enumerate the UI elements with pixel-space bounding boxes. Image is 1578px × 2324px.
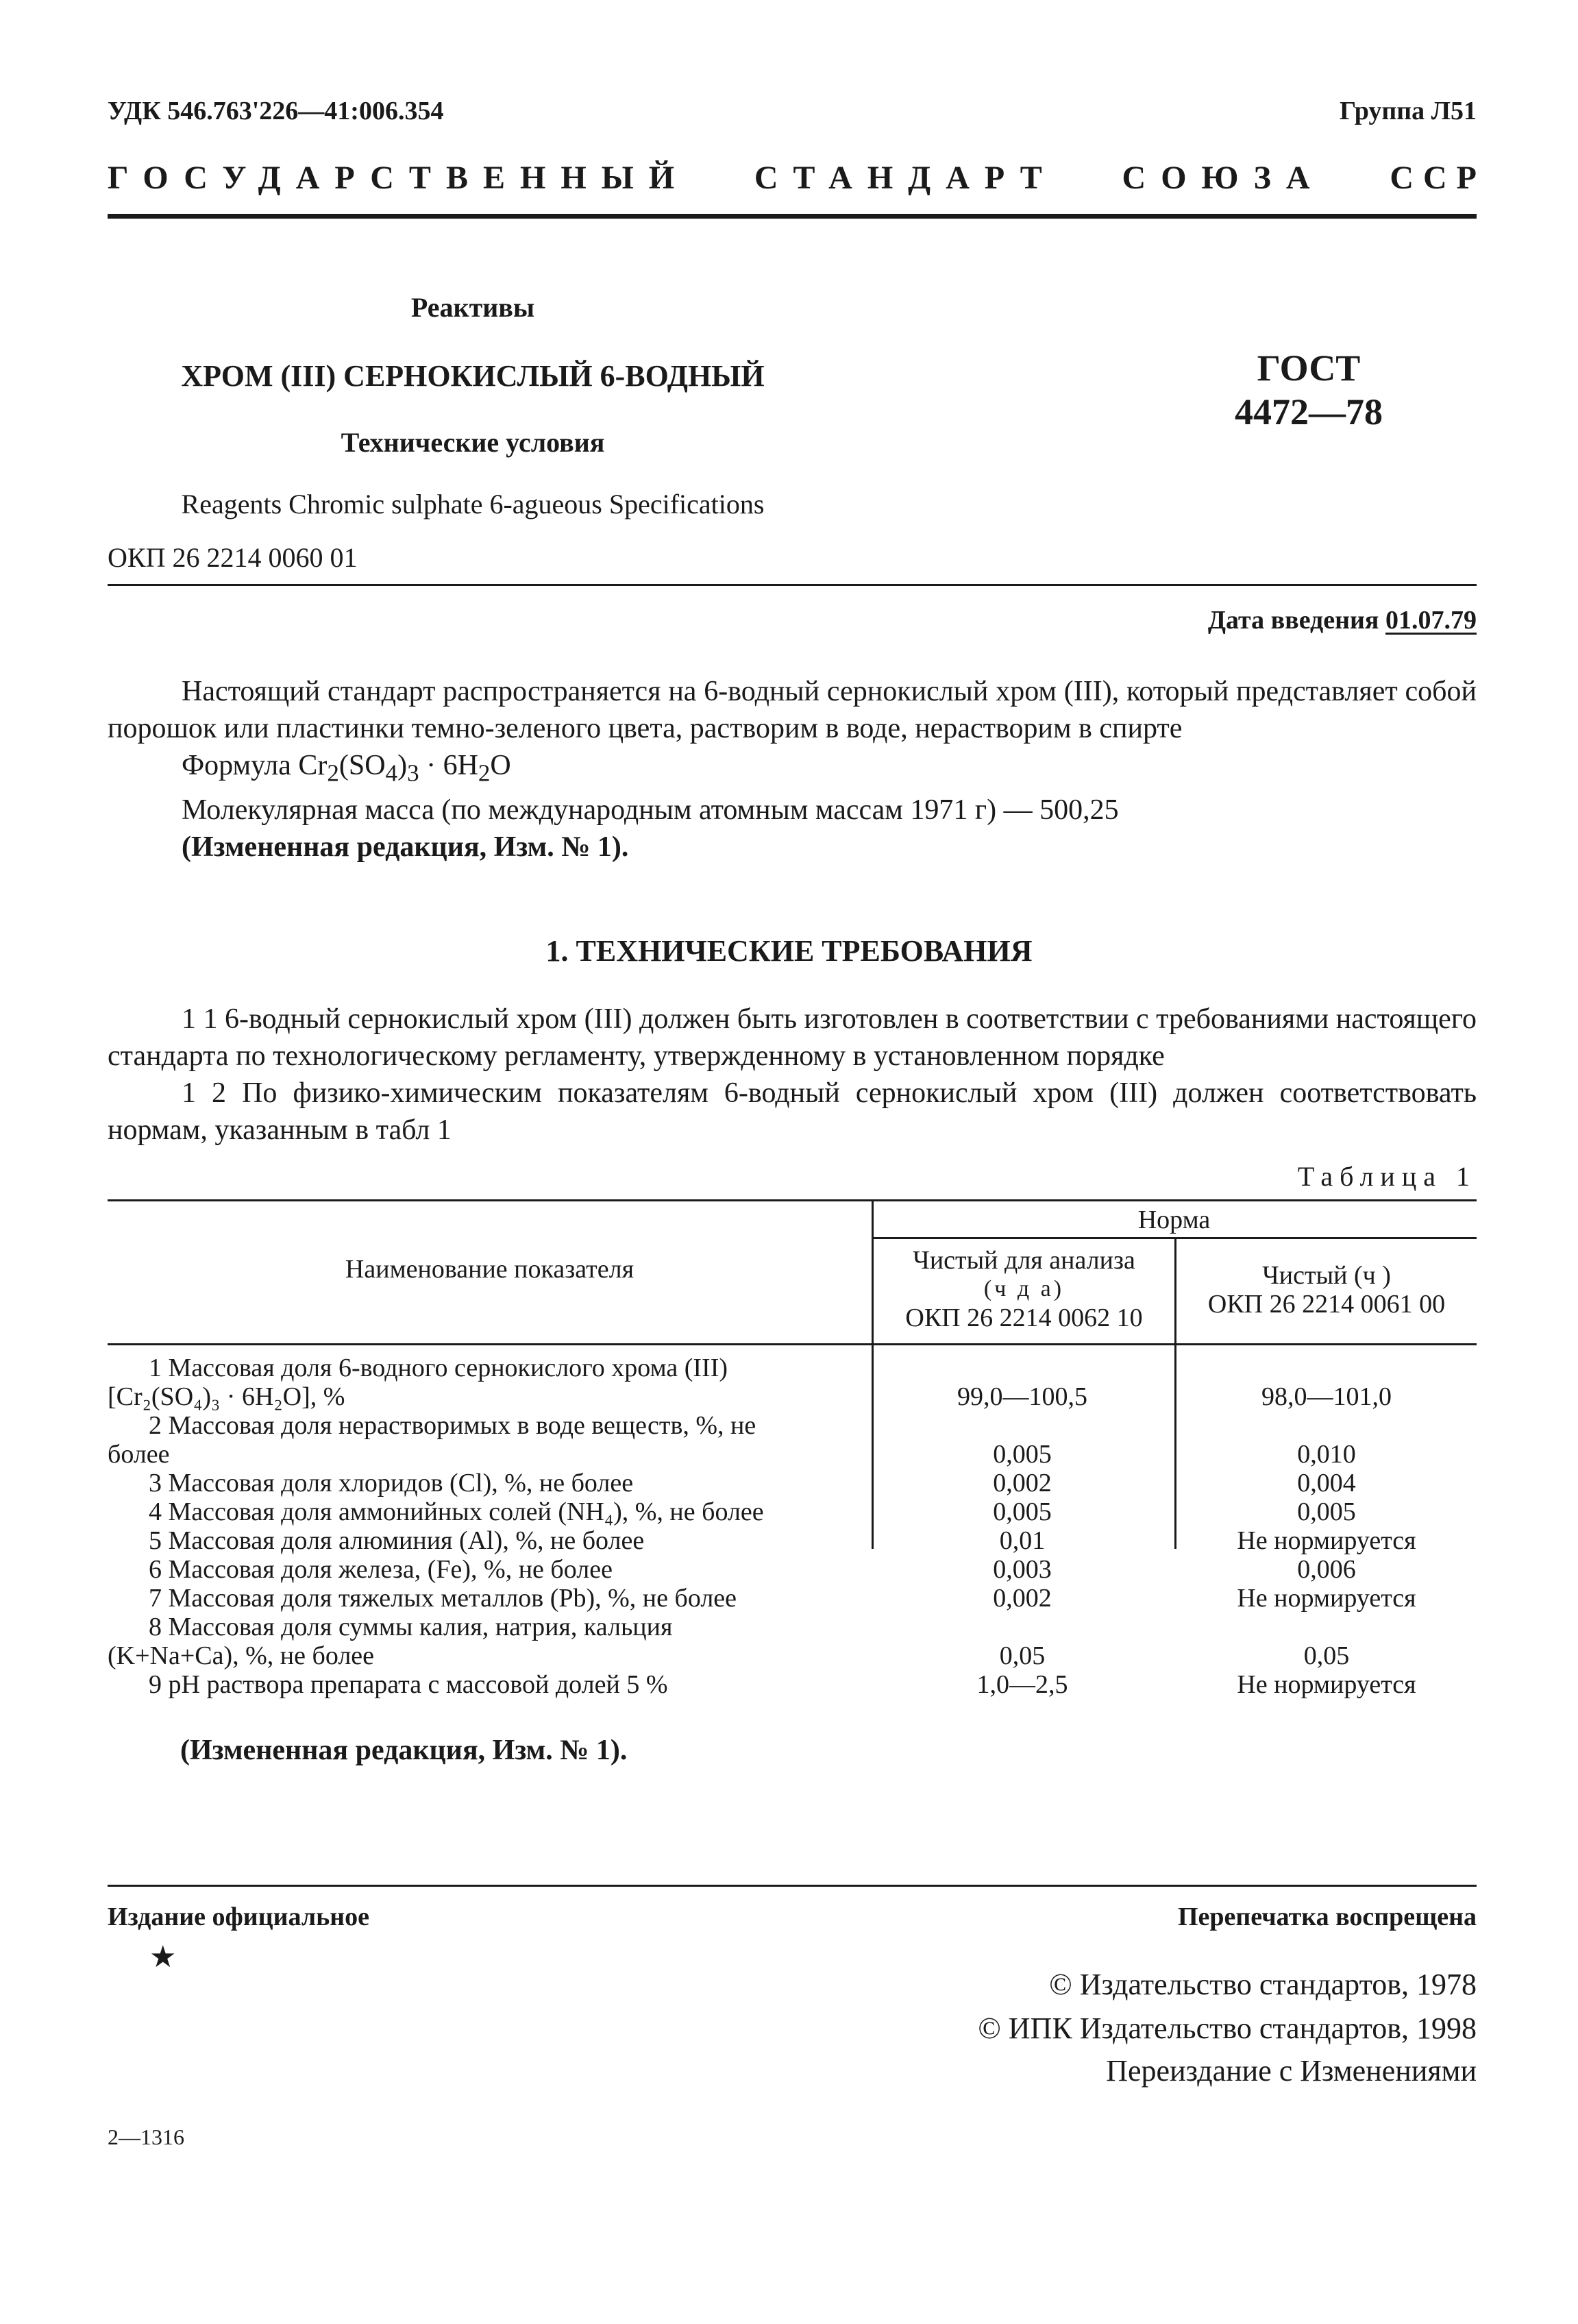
table-row [108, 1469, 1477, 1497]
table-row [108, 1411, 1477, 1440]
intro-description: Настоящий стандарт распространяется на 6-водный сернокислый хром (III), который представляет собой порошок или пластинки темно-зеленого цвета, растворим в воде, нерастворим в спирте [108, 676, 1477, 744]
clause-1-1: 1 1 6-водный сернокислый хром (III) должен быть изготовлен в соответствии с требованиями настоящего стандарта по технологическому регламенту, утвержденному в установленном порядке [108, 1003, 1477, 1072]
row-name: 5 Массовая доля алюминия (Al), %, не более [149, 1526, 645, 1555]
row-value-pure: Не нормируется [1237, 1526, 1416, 1555]
header-norm: Норма [1137, 1206, 1211, 1234]
header-line: Чистый (ч ) [1262, 1261, 1391, 1290]
row-value-pure-analysis: 0,005 [993, 1440, 1052, 1469]
formula-part: · 6H [419, 750, 478, 781]
formula-part: 2 [478, 759, 491, 787]
header-grade-pure [1176, 1261, 1477, 1319]
row-name: 4 Массовая доля аммонийных солей (NH₄), %, не более [149, 1497, 764, 1526]
header-line: Чистый для анализа [913, 1246, 1135, 1275]
header-bottom-rule [108, 1343, 1477, 1345]
official-edition: Издание официальное [108, 1903, 370, 1931]
gost-designation [1192, 346, 1425, 434]
clause-1-2: 1 2 По физико-химическим показателям 6-водный сернокислый хром (III) должен соответствовать нормам, указанным в табл 1 [108, 1077, 1477, 1146]
section-heading: 1. ТЕХНИЧЕСКИЕ ТРЕБОВАНИЯ [545, 934, 1033, 968]
banner-word: ГОСУДАРСТВЕННЫЙ [108, 160, 690, 196]
row-value-pure-analysis: 0,003 [993, 1555, 1052, 1584]
formula-part: (SO [338, 750, 386, 781]
row-name: 2 Массовая доля нерастворимых в воде веществ, %, не [149, 1411, 756, 1440]
row-value-pure-analysis: 1,0—2,5 [976, 1670, 1068, 1699]
copyright-1978: © Издательство стандартов, 1978 [1049, 1968, 1477, 2001]
formula-part: Cr [298, 750, 328, 781]
table-row [108, 1354, 1477, 1382]
table-row [108, 1584, 1477, 1613]
table-row [108, 1497, 1477, 1526]
row-value-pure: 98,0—101,0 [1261, 1382, 1392, 1411]
table-caption: Таблица 1 [1297, 1161, 1477, 1192]
banner-word: СТАНДАРТ [754, 160, 1057, 196]
row-name: 7 Массовая доля тяжелых металлов (Pb), %, не более [149, 1584, 737, 1613]
english-title: Reagents Chromic sulphate 6-agueous Specifications [181, 489, 765, 519]
formula-part: 3 [407, 759, 419, 787]
row-name: 8 Массовая доля суммы калия, натрия, кальция [149, 1613, 673, 1641]
row-value-pure: 0,004 [1297, 1469, 1356, 1497]
introduction-date [1208, 605, 1477, 635]
reprint-notice: Перепечатка воспрещена [1177, 1903, 1477, 1931]
formula-part: 2 [327, 759, 339, 787]
row-name: 9 pH раствора препарата с массовой долей 5 % [149, 1670, 668, 1699]
row-value-pure: Не нормируется [1237, 1584, 1416, 1613]
row-value-pure-analysis: 99,0—100,5 [957, 1382, 1087, 1411]
header-line: (ч д а) [983, 1276, 1065, 1301]
table-row [108, 1440, 1477, 1469]
row-value-pure-analysis: 0,002 [993, 1469, 1052, 1497]
molar-mass: Молекулярная масса (по международным атомным массам 1971 г) — 500,25 [182, 794, 1119, 827]
amendment-note: (Измененная редакция, Изм. № 1). [182, 831, 629, 864]
table-row [108, 1382, 1477, 1411]
table-row [108, 1641, 1477, 1670]
group-code: Группа Л51 [1339, 97, 1477, 125]
header-line: ОКП 26 2214 0061 00 [1207, 1290, 1446, 1319]
row-name: [Cr₂(SO₄)₃ · 6H₂O], % [108, 1382, 345, 1411]
table-row [108, 1555, 1477, 1584]
star-icon: ★ [149, 1940, 177, 1974]
row-name: 1 Массовая доля 6-водного сернокислого хрома (III) [149, 1354, 728, 1382]
formula-label: Формула [182, 750, 291, 781]
row-name: 3 Массовая доля хлоридов (Cl), %, не более [149, 1469, 634, 1497]
row-value-pure: 0,006 [1297, 1555, 1356, 1584]
document-title: ХРОМ (III) СЕРНОКИСЛЫЙ 6-ВОДНЫЙ [181, 359, 765, 393]
row-name: (K+Na+Ca), %, не более [108, 1641, 375, 1670]
table-row [108, 1526, 1477, 1555]
row-value-pure-analysis: 0,005 [993, 1497, 1052, 1526]
footer-rule [108, 1885, 1477, 1887]
header-name: Наименование показателя [345, 1255, 634, 1284]
udk-code: УДК 546.763'226—41:006.354 [108, 97, 444, 125]
row-value-pure: 0,010 [1297, 1440, 1356, 1469]
row-value-pure-analysis: 0,002 [993, 1584, 1052, 1613]
banner-word: ССР [1390, 160, 1486, 196]
introduction-date-label: Дата введения [1207, 606, 1379, 635]
norm-rule [872, 1237, 1477, 1239]
row-name: более [108, 1440, 170, 1469]
reissue-note: Переиздание с Изменениями [1106, 2054, 1477, 2088]
category-label: Реактивы [410, 292, 535, 323]
formula-line [108, 747, 1477, 792]
document-subtitle: Технические условия [341, 427, 605, 458]
intro-section [108, 673, 1477, 866]
row-value-pure: 0,05 [1303, 1641, 1350, 1670]
table-row [108, 1670, 1477, 1699]
formula-part: ) [397, 750, 408, 781]
title-rule [108, 584, 1477, 586]
gost-number: 4472—78 [1235, 391, 1383, 432]
gost-label: ГОСТ [1257, 347, 1361, 389]
state-standard-banner [108, 159, 1486, 197]
row-name: 6 Массовая доля железа, (Fe), %, не более [149, 1555, 613, 1584]
formula-part: 4 [385, 759, 398, 787]
introduction-date-value: 01.07.79 [1385, 606, 1477, 635]
formula-part: O [490, 750, 511, 781]
requirements-text [108, 1001, 1477, 1149]
row-value-pure-analysis: 0,01 [999, 1526, 1046, 1555]
table-amendment-note: (Измененная редакция, Изм. № 1). [180, 1735, 628, 1766]
header-grade-pure-analysis [874, 1246, 1174, 1332]
banner-word: СОЮЗА [1122, 160, 1325, 196]
header-rule [108, 214, 1477, 219]
row-value-pure: 0,005 [1297, 1497, 1356, 1526]
table-row [108, 1613, 1477, 1641]
row-value-pure: Не нормируется [1237, 1670, 1416, 1699]
print-code: 2—1316 [108, 2125, 184, 2149]
formula [298, 750, 511, 787]
copyright-1998: © ИПК Издательство стандартов, 1998 [978, 2011, 1477, 2045]
okp-code: ОКП 26 2214 0060 01 [108, 542, 358, 573]
row-value-pure-analysis: 0,05 [999, 1641, 1046, 1670]
table-top-rule [108, 1199, 1477, 1201]
header-line: ОКП 26 2214 0062 10 [905, 1304, 1143, 1332]
